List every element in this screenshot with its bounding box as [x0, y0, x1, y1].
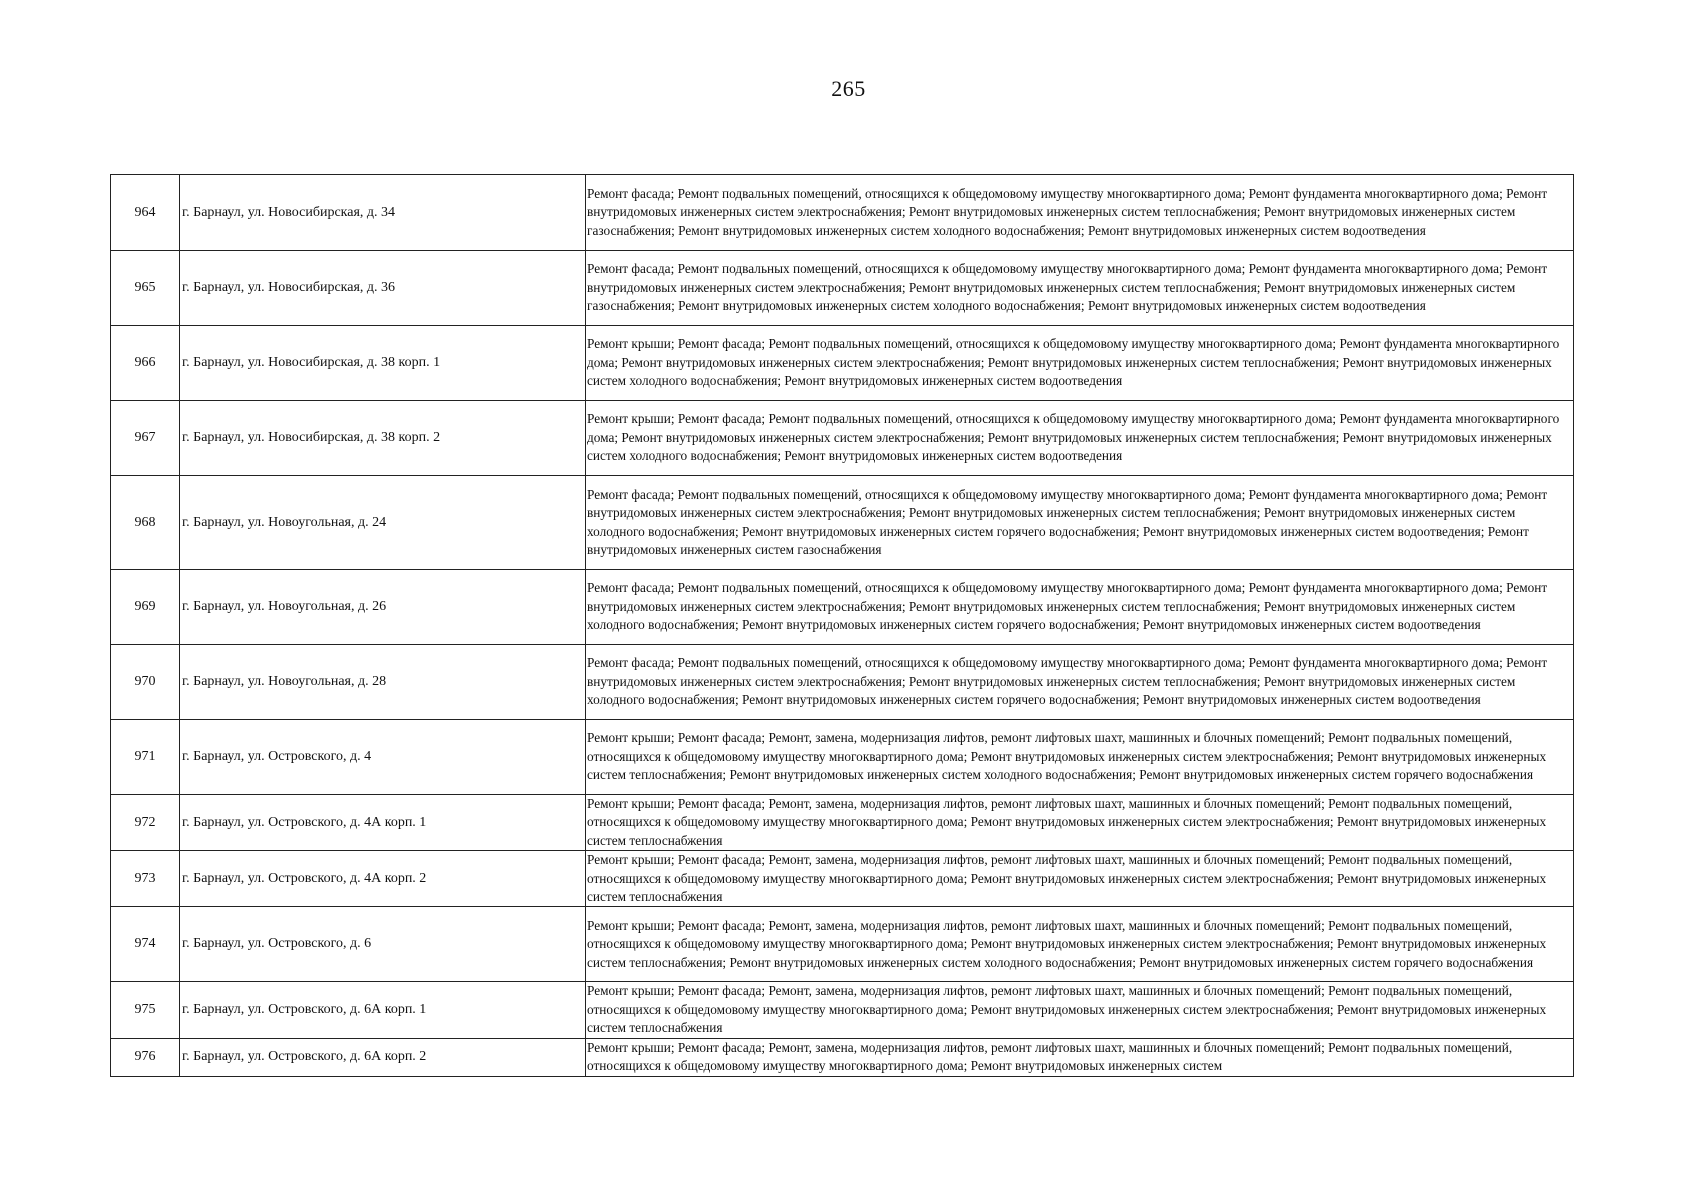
- row-works: [586, 720, 1574, 795]
- row-works-text: Ремонт крыши; Ремонт фасада; Ремонт, замена, модернизация лифтов, ремонт лифтовых шахт, машинных и блочных помещений; Ремонт подвальных помещений, относящихся к общедомовому имуществу многоквартирного дома; Ремонт внутридомовых инженерных систем электроснабжения; Ремонт внутридомовых инженерных систем теплоснабжения; Ремонт внутридомовых инженерных систем холодного водоснабжения; Ремонт внутридомовых инженерных систем горячего водоснабжения: [587, 730, 1547, 783]
- row-number: 971: [111, 720, 180, 795]
- row-works: [586, 251, 1574, 326]
- row-works-text: Ремонт фасада; Ремонт подвальных помещений, относящихся к общедомовому имуществу многоквартирного дома; Ремонт фундамента многоквартирного дома; Ремонт внутридомовых инженерных систем электроснабжения; Ремонт внутридомовых инженерных систем теплоснабжения; Ремонт внутридомовых инженерных систем газоснабжения; Ремонт внутридомовых инженерных систем холодного водоснабжения; Ремонт внутридомовых инженерных систем водоотведения: [587, 261, 1548, 314]
- table-row: [111, 476, 1574, 570]
- row-works: [586, 645, 1574, 720]
- row-works: [586, 907, 1574, 982]
- row-works: [586, 982, 1574, 1038]
- row-number: 974: [111, 907, 180, 982]
- row-number: 966: [111, 326, 180, 401]
- row-works-text: Ремонт фасада; Ремонт подвальных помещений, относящихся к общедомовому имуществу многоквартирного дома; Ремонт фундамента многоквартирного дома; Ремонт внутридомовых инженерных систем электроснабжения; Ремонт внутридомовых инженерных систем теплоснабжения; Ремонт внутридомовых инженерных систем холодного водоснабжения; Ремонт внутридомовых инженерных систем горячего водоснабжения; Ремонт внутридомовых инженерных систем водоотведения: [587, 580, 1548, 633]
- row-number: 972: [111, 795, 180, 851]
- row-number: 976: [111, 1038, 180, 1076]
- row-works: [586, 175, 1574, 251]
- row-address: г. Барнаул, ул. Островского, д. 6А корп. 1: [180, 982, 586, 1038]
- row-address: г. Барнаул, ул. Новосибирская, д. 38 корп. 2: [180, 401, 586, 476]
- row-address: г. Барнаул, ул. Новосибирская, д. 34: [180, 175, 586, 251]
- row-works-text: Ремонт фасада; Ремонт подвальных помещений, относящихся к общедомовому имуществу многоквартирного дома; Ремонт фундамента многоквартирного дома; Ремонт внутридомовых инженерных систем электроснабжения; Ремонт внутридомовых инженерных систем теплоснабжения; Ремонт внутридомовых инженерных систем холодного водоснабжения; Ремонт внутридомовых инженерных систем горячего водоснабжения; Ремонт внутридомовых инженерных систем водоотведения: [587, 655, 1548, 708]
- table-row: [111, 401, 1574, 476]
- row-address: г. Барнаул, ул. Новосибирская, д. 36: [180, 251, 586, 326]
- repair-program-table: [110, 174, 1574, 1077]
- row-works: [586, 570, 1574, 645]
- table-row: [111, 982, 1574, 1038]
- row-number: 964: [111, 175, 180, 251]
- table-row: [111, 645, 1574, 720]
- table-row: [111, 1038, 1574, 1076]
- row-number: 969: [111, 570, 180, 645]
- row-works-text: Ремонт фасада; Ремонт подвальных помещений, относящихся к общедомовому имуществу многоквартирного дома; Ремонт фундамента многоквартирного дома; Ремонт внутридомовых инженерных систем электроснабжения; Ремонт внутридомовых инженерных систем теплоснабжения; Ремонт внутридомовых инженерных систем холодного водоснабжения; Ремонт внутридомовых инженерных систем горячего водоснабжения; Ремонт внутридомовых инженерных систем водоотведения; Ремонт внутридомовых инженерных систем газоснабжения: [587, 486, 1548, 557]
- row-address: г. Барнаул, ул. Новоугольная, д. 26: [180, 570, 586, 645]
- row-number: 965: [111, 251, 180, 326]
- row-works-text: Ремонт крыши; Ремонт фасада; Ремонт подвальных помещений, относящихся к общедомовому имуществу многоквартирного дома; Ремонт фундамента многоквартирного дома; Ремонт внутридомовых инженерных систем электроснабжения; Ремонт внутридомовых инженерных систем теплоснабжения; Ремонт внутридомовых инженерных систем холодного водоснабжения; Ремонт внутридомовых инженерных систем водоотведения: [587, 411, 1560, 464]
- row-works: [586, 795, 1574, 851]
- row-address: г. Барнаул, ул. Новосибирская, д. 38 корп. 1: [180, 326, 586, 401]
- row-address: г. Барнаул, ул. Островского, д. 4А корп. 2: [180, 851, 586, 907]
- row-address: г. Барнаул, ул. Островского, д. 4: [180, 720, 586, 795]
- row-works: [586, 401, 1574, 476]
- row-works: [586, 476, 1574, 570]
- table-row: [111, 326, 1574, 401]
- page-number: 265: [831, 76, 866, 101]
- row-address: г. Барнаул, ул. Новоугольная, д. 28: [180, 645, 586, 720]
- row-address: г. Барнаул, ул. Островского, д. 6: [180, 907, 586, 982]
- row-number: 967: [111, 401, 180, 476]
- table-row: [111, 570, 1574, 645]
- row-works: [586, 1038, 1574, 1076]
- table-row: [111, 175, 1574, 251]
- row-works: [586, 851, 1574, 907]
- row-works-text: Ремонт крыши; Ремонт фасада; Ремонт, замена, модернизация лифтов, ремонт лифтовых шахт, машинных и блочных помещений; Ремонт подвальных помещений, относящихся к общедомовому имуществу многоквартирного дома; Ремонт внутридомовых инженерных систем: [587, 1039, 1513, 1074]
- row-number: 970: [111, 645, 180, 720]
- table-row: [111, 851, 1574, 907]
- row-number: 968: [111, 476, 180, 570]
- row-works-text: Ремонт крыши; Ремонт фасада; Ремонт, замена, модернизация лифтов, ремонт лифтовых шахт, машинных и блочных помещений; Ремонт подвальных помещений, относящихся к общедомовому имуществу многоквартирного дома; Ремонт внутридомовых инженерных систем электроснабжения; Ремонт внутридомовых инженерных систем теплоснабжения; Ремонт внутридомовых инженерных систем холодного водоснабжения; Ремонт внутридомовых инженерных систем горячего водоснабжения: [587, 917, 1547, 970]
- row-address: г. Барнаул, ул. Островского, д. 4А корп. 1: [180, 795, 586, 851]
- table-row: [111, 907, 1574, 982]
- row-works-text: Ремонт фасада; Ремонт подвальных помещений, относящихся к общедомовому имуществу многоквартирного дома; Ремонт фундамента многоквартирного дома; Ремонт внутридомовых инженерных систем электроснабжения; Ремонт внутридомовых инженерных систем теплоснабжения; Ремонт внутридомовых инженерных систем газоснабжения; Ремонт внутридомовых инженерных систем холодного водоснабжения; Ремонт внутридомовых инженерных систем водоотведения: [587, 185, 1548, 238]
- row-address: г. Барнаул, ул. Островского, д. 6А корп. 2: [180, 1038, 586, 1076]
- row-works: [586, 326, 1574, 401]
- row-works-text: Ремонт крыши; Ремонт фасада; Ремонт, замена, модернизация лифтов, ремонт лифтовых шахт, машинных и блочных помещений; Ремонт подвальных помещений, относящихся к общедомовому имуществу многоквартирного дома; Ремонт внутридомовых инженерных систем электроснабжения; Ремонт внутридомовых инженерных систем теплоснабжения: [587, 796, 1547, 848]
- row-works-text: Ремонт крыши; Ремонт фасада; Ремонт, замена, модернизация лифтов, ремонт лифтовых шахт, машинных и блочных помещений; Ремонт подвальных помещений, относящихся к общедомовому имуществу многоквартирного дома; Ремонт внутридомовых инженерных систем электроснабжения; Ремонт внутридомовых инженерных систем теплоснабжения: [587, 983, 1547, 1036]
- row-number: 973: [111, 851, 180, 907]
- table-row: [111, 720, 1574, 795]
- row-number: 975: [111, 982, 180, 1038]
- row-address: г. Барнаул, ул. Новоугольная, д. 24: [180, 476, 586, 570]
- table-row: [111, 795, 1574, 851]
- row-works-text: Ремонт крыши; Ремонт фасада; Ремонт, замена, модернизация лифтов, ремонт лифтовых шахт, машинных и блочных помещений; Ремонт подвальных помещений, относящихся к общедомовому имуществу многоквартирного дома; Ремонт внутридомовых инженерных систем электроснабжения; Ремонт внутридомовых инженерных систем теплоснабжения: [587, 852, 1547, 905]
- table-row: [111, 251, 1574, 326]
- row-works-text: Ремонт крыши; Ремонт фасада; Ремонт подвальных помещений, относящихся к общедомовому имуществу многоквартирного дома; Ремонт фундамента многоквартирного дома; Ремонт внутридомовых инженерных систем электроснабжения; Ремонт внутридомовых инженерных систем теплоснабжения; Ремонт внутридомовых инженерных систем холодного водоснабжения; Ремонт внутридомовых инженерных систем водоотведения: [587, 336, 1560, 389]
